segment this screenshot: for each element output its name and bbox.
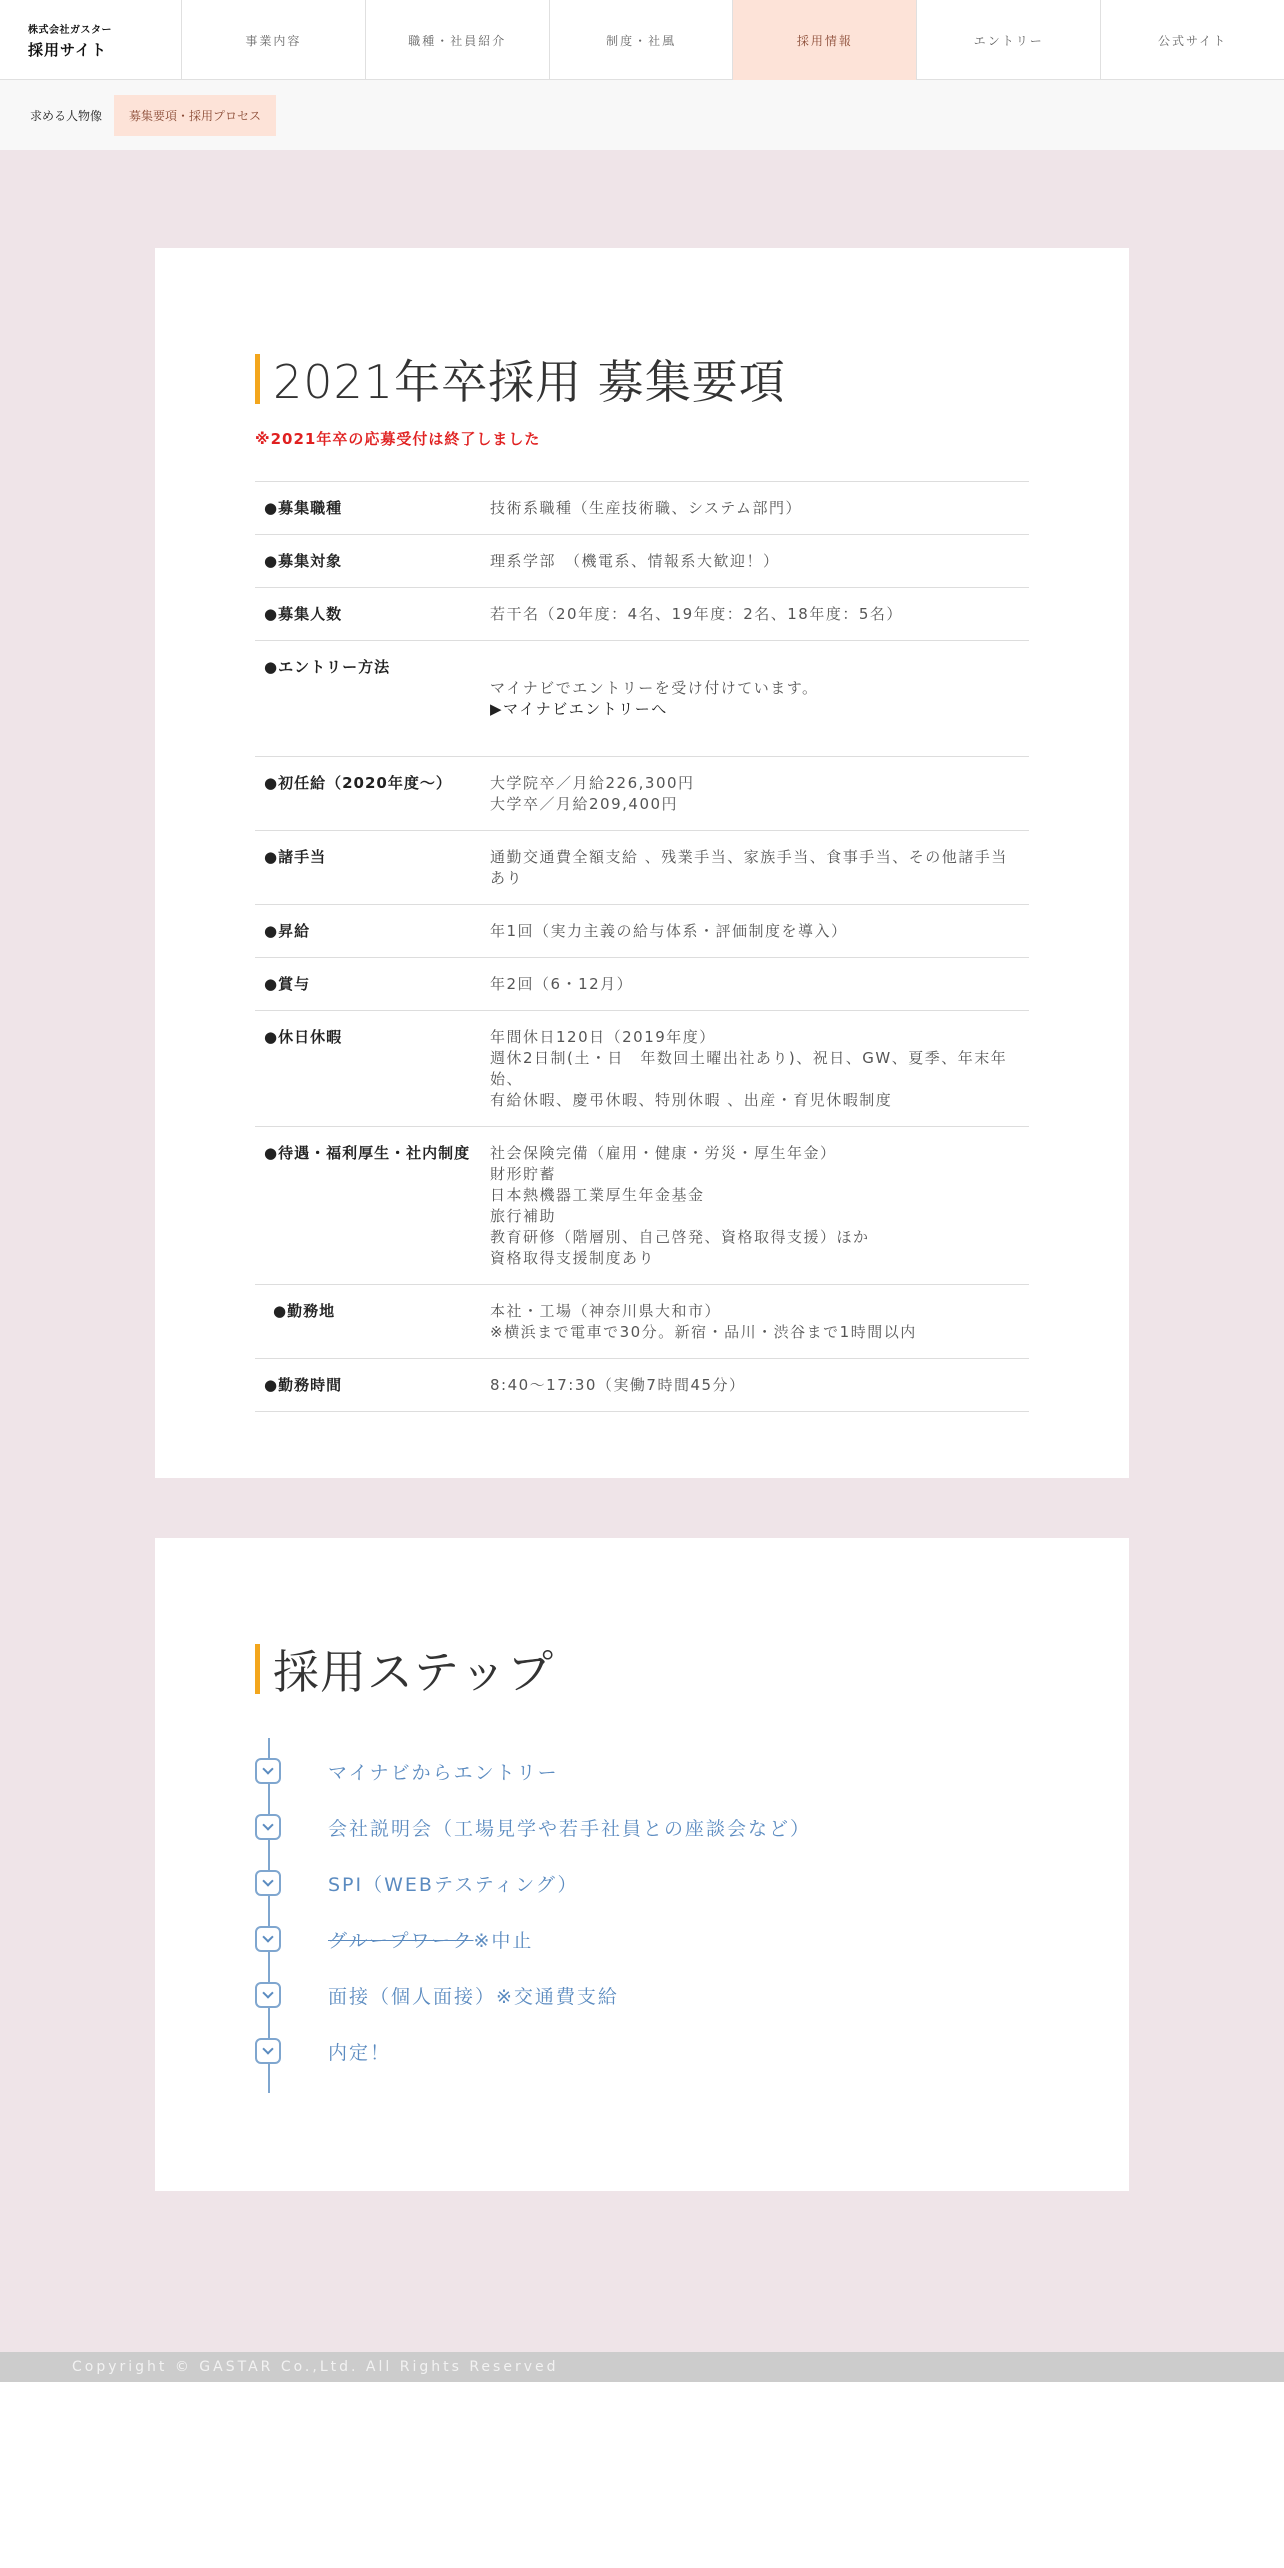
- steps-title: 採用ステップ: [273, 1645, 555, 1699]
- row-label: ●休日休暇: [264, 1028, 343, 1046]
- chevron-down-icon: [255, 2038, 281, 2064]
- row-label: ●諸手当: [264, 848, 327, 866]
- steps-heading: [255, 1636, 554, 1702]
- step-item: [255, 1926, 533, 1952]
- step-item: [255, 1870, 578, 1896]
- row-value: 通勤交通費全額支給 、残業手当、家族手当、食事手当、その他諸手当あり: [490, 848, 1008, 887]
- table-row: [255, 757, 1029, 831]
- nav-item-business[interactable]: 事業内容: [182, 0, 366, 80]
- copyright-text: Copyright © GASTAR Co.,Ltd. All Rights Reserved: [72, 2359, 559, 2375]
- step-item: [255, 1758, 559, 1784]
- step-note: ※中止: [473, 1929, 534, 1952]
- site-footer: [0, 2352, 1284, 2382]
- row-value: 年1回（実力主義の給与体系・評価制度を導入）: [490, 922, 848, 940]
- step-timeline: [255, 1738, 1029, 2093]
- row-value: 8:40〜17:30（実働7時間45分）: [490, 1376, 746, 1394]
- row-value: 大学院卒／月給226,300円 大学卒／月給209,400円: [490, 774, 695, 813]
- closed-notice: ※2021年卒の応募受付は終了しました: [255, 430, 541, 448]
- step-text: 面接（個人面接）※交通費支給: [328, 1985, 619, 2008]
- subnav-item-requirements-process[interactable]: 募集要項・採用プロセス: [114, 95, 276, 136]
- table-row: [255, 588, 1029, 641]
- row-value: 理系学部 （機電系、情報系大歓迎！）: [490, 552, 780, 570]
- nav-item-entry[interactable]: エントリー: [917, 0, 1101, 80]
- step-item: [255, 2038, 391, 2064]
- table-row: [255, 482, 1029, 535]
- chevron-down-icon: [255, 1926, 281, 1952]
- step-struck-text: グループワーク: [328, 1929, 474, 1952]
- chevron-down-icon: [255, 1814, 281, 1840]
- row-value: 技術系職種（生産技術職、システム部門）: [490, 499, 803, 517]
- mynavi-entry-link[interactable]: ▶マイナビエントリーへ: [490, 700, 668, 718]
- step-text-group: [328, 1926, 533, 1953]
- row-value: 年2回（6・12月）: [490, 975, 634, 993]
- requirements-heading: [255, 346, 786, 412]
- nav-item-culture[interactable]: 制度・社風: [550, 0, 734, 80]
- title-accent-bar: [255, 354, 260, 404]
- logo-company-name: 株式会社ガスター: [28, 24, 112, 36]
- table-row: [255, 831, 1029, 905]
- row-label: ●待遇・福利厚生・社内制度: [264, 1144, 471, 1162]
- step-text: 会社説明会（工場見学や若手社員との座談会など）: [328, 1817, 812, 1840]
- main-nav: [182, 0, 1284, 79]
- table-row: [255, 1011, 1029, 1127]
- sub-nav: [0, 80, 1284, 150]
- row-label: ●勤務時間: [264, 1376, 343, 1394]
- step-text: SPI（WEBテスティング）: [328, 1873, 579, 1896]
- row-label: ●初任給（2020年度〜）: [264, 774, 452, 792]
- nav-item-jobs-staff[interactable]: 職種・社員紹介: [366, 0, 550, 80]
- row-value-cell: [490, 657, 1029, 741]
- site-logo[interactable]: [0, 0, 182, 80]
- subnav-item-ideal-candidate[interactable]: 求める人物像: [30, 108, 103, 123]
- site-header: [0, 0, 1284, 80]
- row-label: ●募集人数: [264, 605, 343, 623]
- chevron-down-icon: [255, 1982, 281, 2008]
- row-value: 社会保険完備（雇用・健康・労災・厚生年金） 財形貯蓄 日本熱機器工業厚生年金基金 旅行補助 教育研修（階層別、自己啓発、資格取得支援）ほか 資格取得支援制度あり: [490, 1144, 870, 1267]
- row-value: 若干名（20年度：4名、19年度：2名、18年度：5名）: [490, 605, 903, 623]
- title-accent-bar: [255, 1644, 260, 1694]
- table-row: [255, 958, 1029, 1011]
- table-row: [255, 1285, 1029, 1359]
- step-item: [255, 1982, 619, 2008]
- nav-item-official-site[interactable]: 公式サイト: [1157, 33, 1228, 48]
- step-text: 内定！: [328, 2041, 392, 2064]
- nav-item-recruit-info[interactable]: 採用情報: [733, 0, 917, 80]
- row-label: ●募集職種: [264, 499, 343, 517]
- row-label: ●昇給: [264, 922, 311, 940]
- table-row: [255, 535, 1029, 588]
- requirements-table: [255, 481, 1029, 1412]
- step-text: マイナビからエントリー: [328, 1761, 559, 1784]
- table-row: [255, 1359, 1029, 1412]
- row-label: ●賞与: [264, 975, 311, 993]
- steps-section: [155, 1538, 1129, 2191]
- row-value: 年間休日120日（2019年度） 週休2日制(土・日 年数回土曜出社あり)、祝日、GW、夏季、年末年始、 有給休暇、慶弔休暇、特別休暇 、出産・育児休暇制度: [490, 1028, 1008, 1109]
- row-label: ●募集対象: [264, 552, 343, 570]
- requirements-section: [155, 248, 1129, 1478]
- row-value: マイナビでエントリーを受け付けています。: [490, 679, 819, 697]
- row-label: ●勤務地: [273, 1302, 336, 1320]
- table-row: [255, 1127, 1029, 1285]
- chevron-down-icon: [255, 1758, 281, 1784]
- logo-site-name: 採用サイト: [28, 40, 107, 59]
- row-value: 本社・工場（神奈川県大和市） ※横浜まで電車で30分。新宿・品川・渋谷まで1時間以内: [490, 1302, 917, 1341]
- table-row: [255, 905, 1029, 958]
- table-row: [255, 641, 1029, 757]
- chevron-down-icon: [255, 1870, 281, 1896]
- row-label: ●エントリー方法: [264, 658, 391, 676]
- requirements-title: 2021年卒採用 募集要項: [273, 355, 786, 409]
- step-item: [255, 1814, 811, 1840]
